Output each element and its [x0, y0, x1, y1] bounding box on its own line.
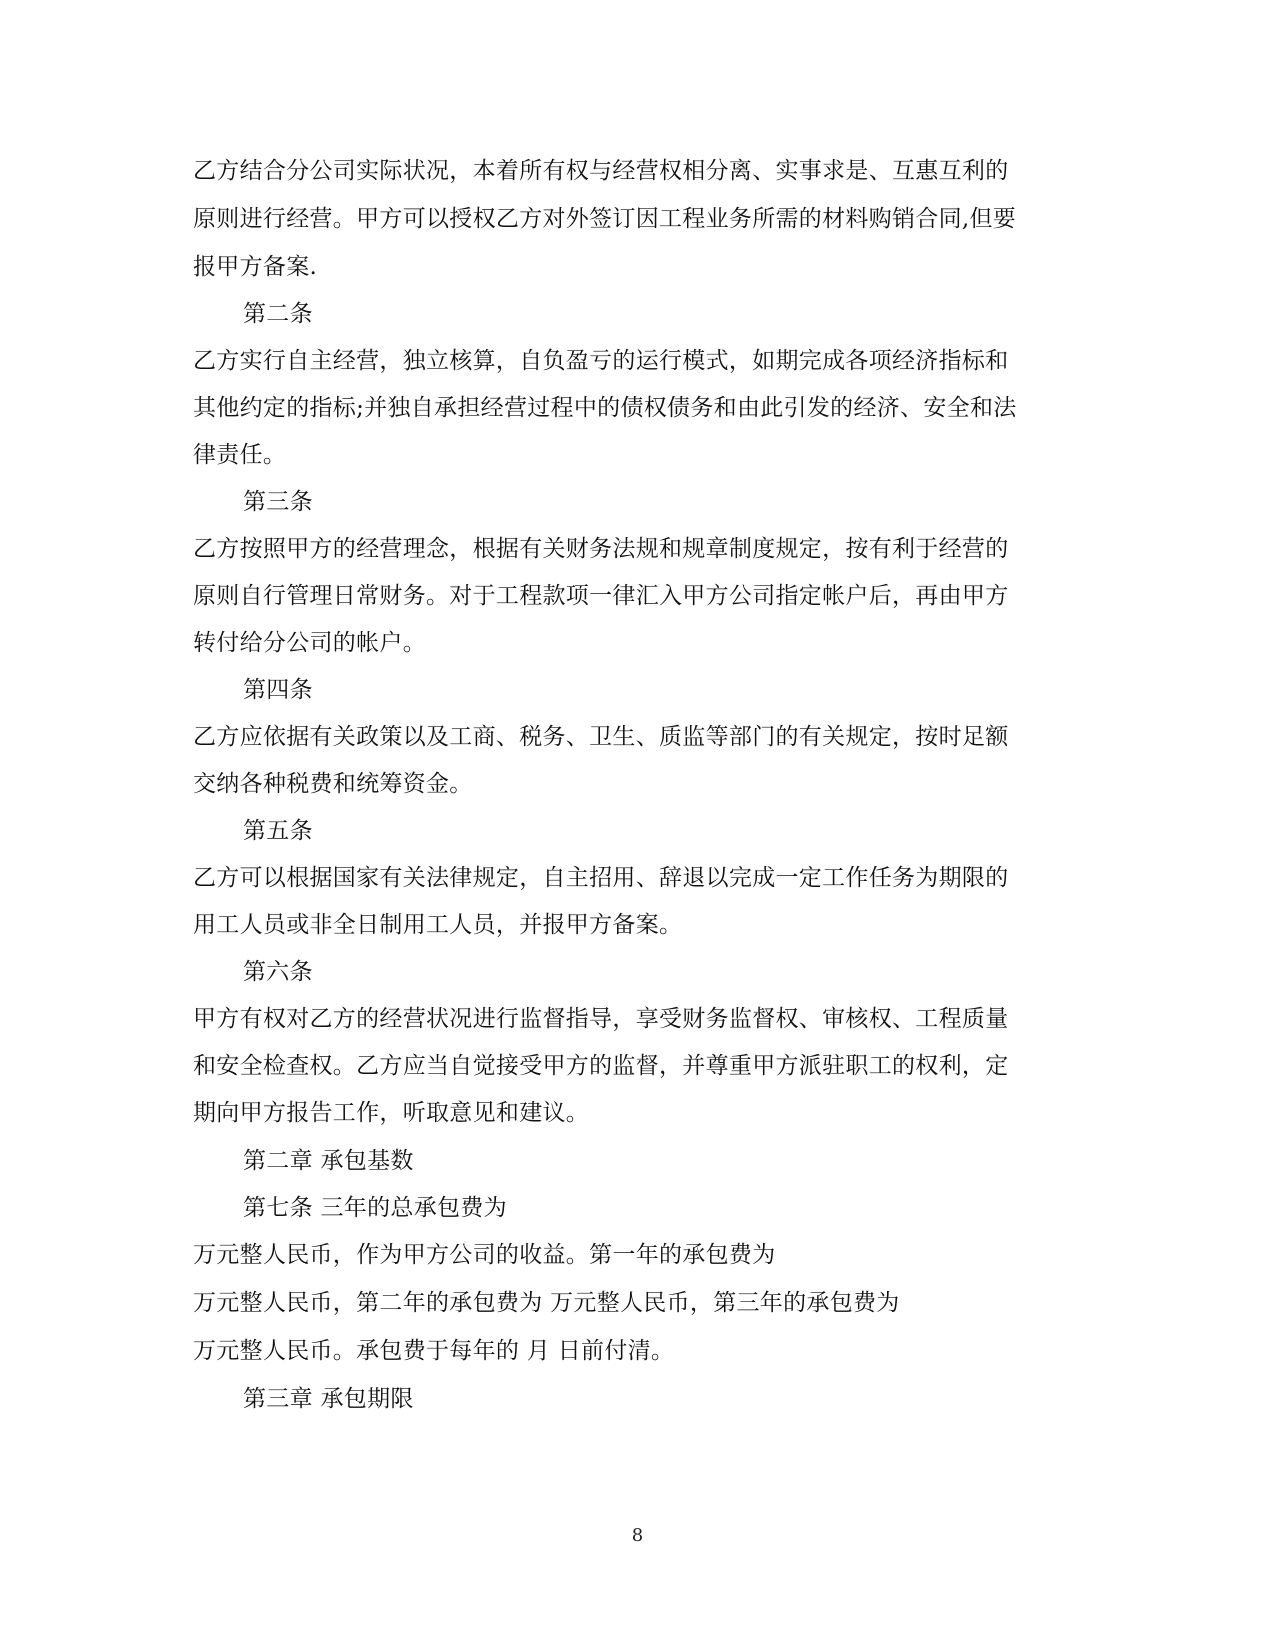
body-text-line: 期向甲方报告工作，听取意见和建议。: [193, 1100, 590, 1126]
body-text-line: 乙方按照甲方的经营理念，根据有关财务法规和规章制度规定，按有利于经营的: [193, 536, 1009, 562]
article-heading: 第五条: [243, 818, 313, 844]
chapter-heading: 第二章 承包基数: [243, 1148, 414, 1174]
body-text-line: 报甲方备案.: [193, 254, 318, 280]
body-text-line: 万元整人民币，作为甲方公司的收益。第一年的承包费为: [193, 1242, 776, 1268]
body-text-line: 律责任。: [193, 442, 287, 468]
body-text-line: 乙方结合分公司实际状况，本着所有权与经营权相分离、实事求是、互惠互利的: [193, 158, 1009, 184]
article-heading: 第三条: [243, 489, 313, 515]
body-text-line: 乙方实行自主经营，独立核算，自负盈亏的运行模式，如期完成各项经济指标和: [193, 348, 1009, 374]
body-text-line: 原则进行经营。甲方可以授权乙方对外签订因工程业务所需的材料购销合同,但要: [193, 206, 1017, 232]
body-text-line: 交纳各种税费和统筹资金。: [193, 771, 473, 797]
body-text-line: 用工人员或非全日制用工人员，并报甲方备案。: [193, 912, 683, 938]
article-heading: 第七条 三年的总承包费为: [243, 1195, 507, 1221]
page-number: 8: [631, 1525, 644, 1546]
body-text-line: 甲方有权对乙方的经营状况进行监督指导，享受财务监督权、审核权、工程质量: [193, 1006, 1009, 1032]
body-text-line: 原则自行管理日常财务。对于工程款项一律汇入甲方公司指定帐户后，再由甲方: [193, 583, 1009, 609]
body-text-line: 其他约定的指标;并独自承担经营过程中的债权债务和由此引发的经济、安全和法: [193, 395, 1017, 421]
body-text-line: 乙方可以根据国家有关法律规定，自主招用、辞退以完成一定工作任务为期限的: [193, 865, 1009, 891]
body-text-line: 万元整人民币。承包费于每年的 月 日前付清。: [193, 1338, 675, 1364]
chapter-heading: 第三章 承包期限: [243, 1386, 414, 1412]
body-text-line: 和安全检查权。乙方应当自觉接受甲方的监督，并尊重甲方派驻职工的权利，定: [193, 1053, 1009, 1079]
article-heading: 第二条: [243, 301, 313, 327]
body-text-line: 万元整人民币，第二年的承包费为 万元整人民币，第三年的承包费为: [193, 1290, 900, 1316]
article-heading: 第六条: [243, 959, 313, 985]
body-text-line: 乙方应依据有关政策以及工商、税务、卫生、质监等部门的有关规定，按时足额: [193, 724, 1009, 750]
article-heading: 第四条: [243, 677, 313, 703]
body-text-line: 转付给分公司的帐户。: [193, 630, 426, 656]
